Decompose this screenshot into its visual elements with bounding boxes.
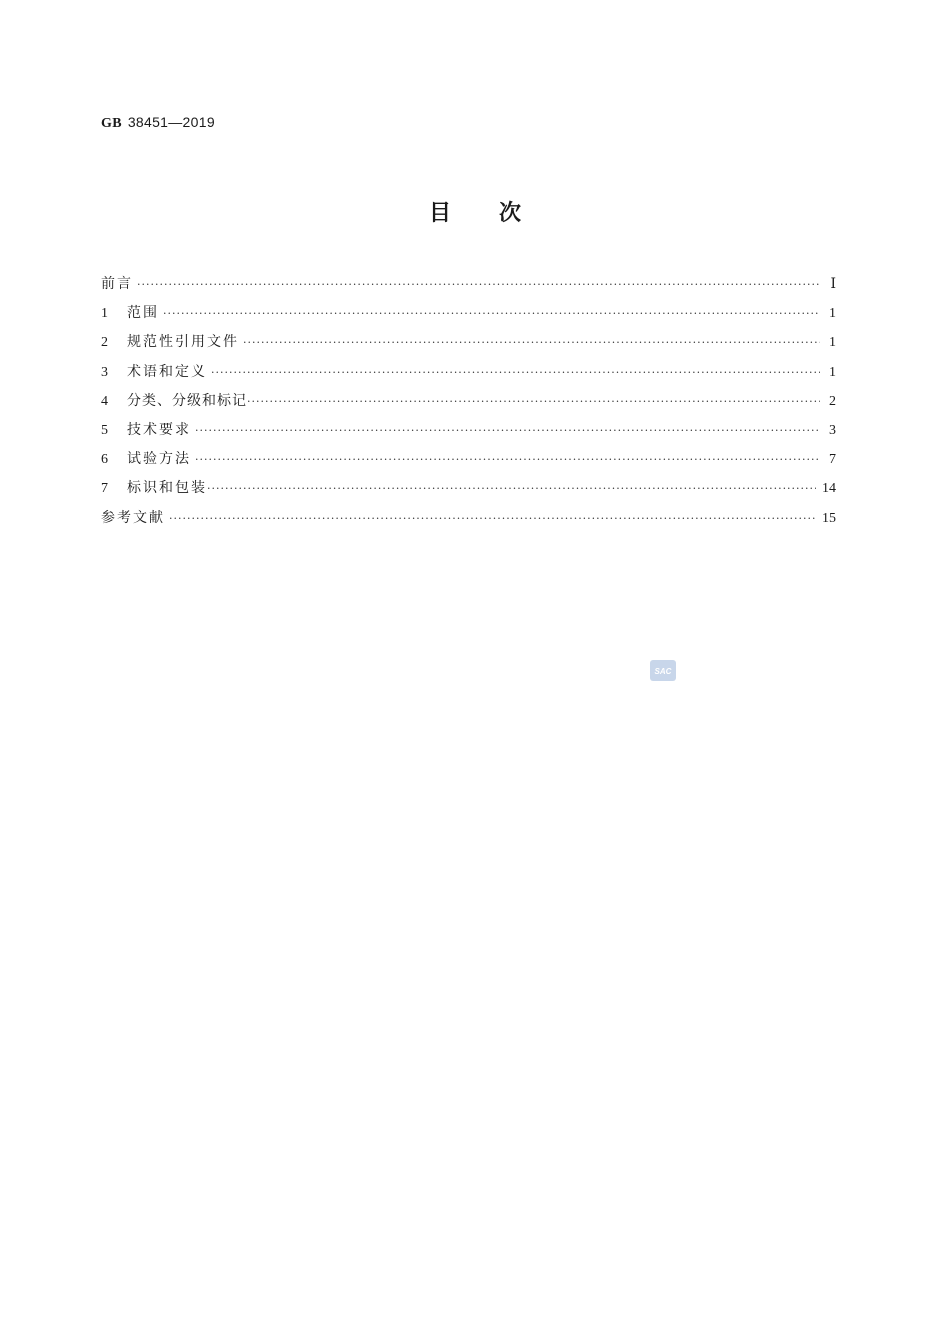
toc-entry-classification[interactable] [101,391,836,420]
toc-leader-dots [247,392,820,412]
toc-entry-number: 5 [101,422,108,438]
toc-entry-page: 15 [822,510,836,526]
toc-entry-test-methods[interactable] [101,449,836,478]
toc-entry-number: 4 [101,393,108,409]
toc-entry-label: 规范性引用文件 [127,334,239,351]
toc-entry-label: 前言 [101,276,133,292]
toc-entry-label: 参考文献 [101,509,165,526]
toc-leader-dots [195,450,820,470]
toc-entry-page: 2 [829,393,836,409]
toc-entry-page: 3 [829,422,836,438]
toc-entry-number: 7 [101,481,108,497]
sac-logo-text: SAC [654,667,672,676]
toc-entry-scope[interactable] [101,303,836,332]
table-of-contents [101,274,836,537]
toc-entry-page: 14 [822,481,836,497]
toc-leader-dots [207,479,816,499]
toc-entry-label: 标识和包装 [127,480,207,497]
toc-leader-dots [163,304,820,324]
toc-entry-label: 范围 [127,305,159,322]
toc-title-char-1: 目 [428,201,451,226]
toc-entry-number: 2 [101,335,108,351]
toc-leader-dots [169,509,816,529]
toc-leader-dots [211,363,820,383]
toc-title-char-2: 次 [499,201,522,226]
standard-code-number: 38451—2019 [127,114,215,130]
toc-leader-dots [243,333,820,353]
standard-code [101,114,215,132]
sac-watermark-logo [650,658,676,683]
toc-entry-marking-packaging[interactable] [101,478,836,507]
toc-entry-foreword[interactable] [101,274,836,303]
toc-entry-label: 术语和定义 [127,363,207,380]
toc-title [0,196,950,227]
toc-entry-page: Ⅰ [830,277,836,292]
toc-entry-page: 1 [829,306,836,322]
toc-entry-label: 试验方法 [127,451,191,468]
toc-entry-terms-definitions[interactable] [101,362,836,391]
toc-entry-number: 6 [101,452,108,468]
toc-entry-label: 技术要求 [127,421,191,438]
toc-entry-page: 1 [829,335,836,351]
toc-entry-bibliography[interactable] [101,508,836,537]
toc-entry-number: 3 [101,364,108,380]
standard-code-prefix: GB [101,116,122,131]
toc-entry-number: 1 [101,306,108,322]
toc-entry-technical-requirements[interactable] [101,420,836,449]
toc-entry-page: 7 [829,452,836,468]
toc-entry-normative-references[interactable] [101,332,836,361]
toc-leader-dots [195,421,820,441]
toc-leader-dots [137,275,820,295]
toc-entry-label: 分类、分级和标记 [127,392,247,409]
toc-entry-page: 1 [829,364,836,380]
